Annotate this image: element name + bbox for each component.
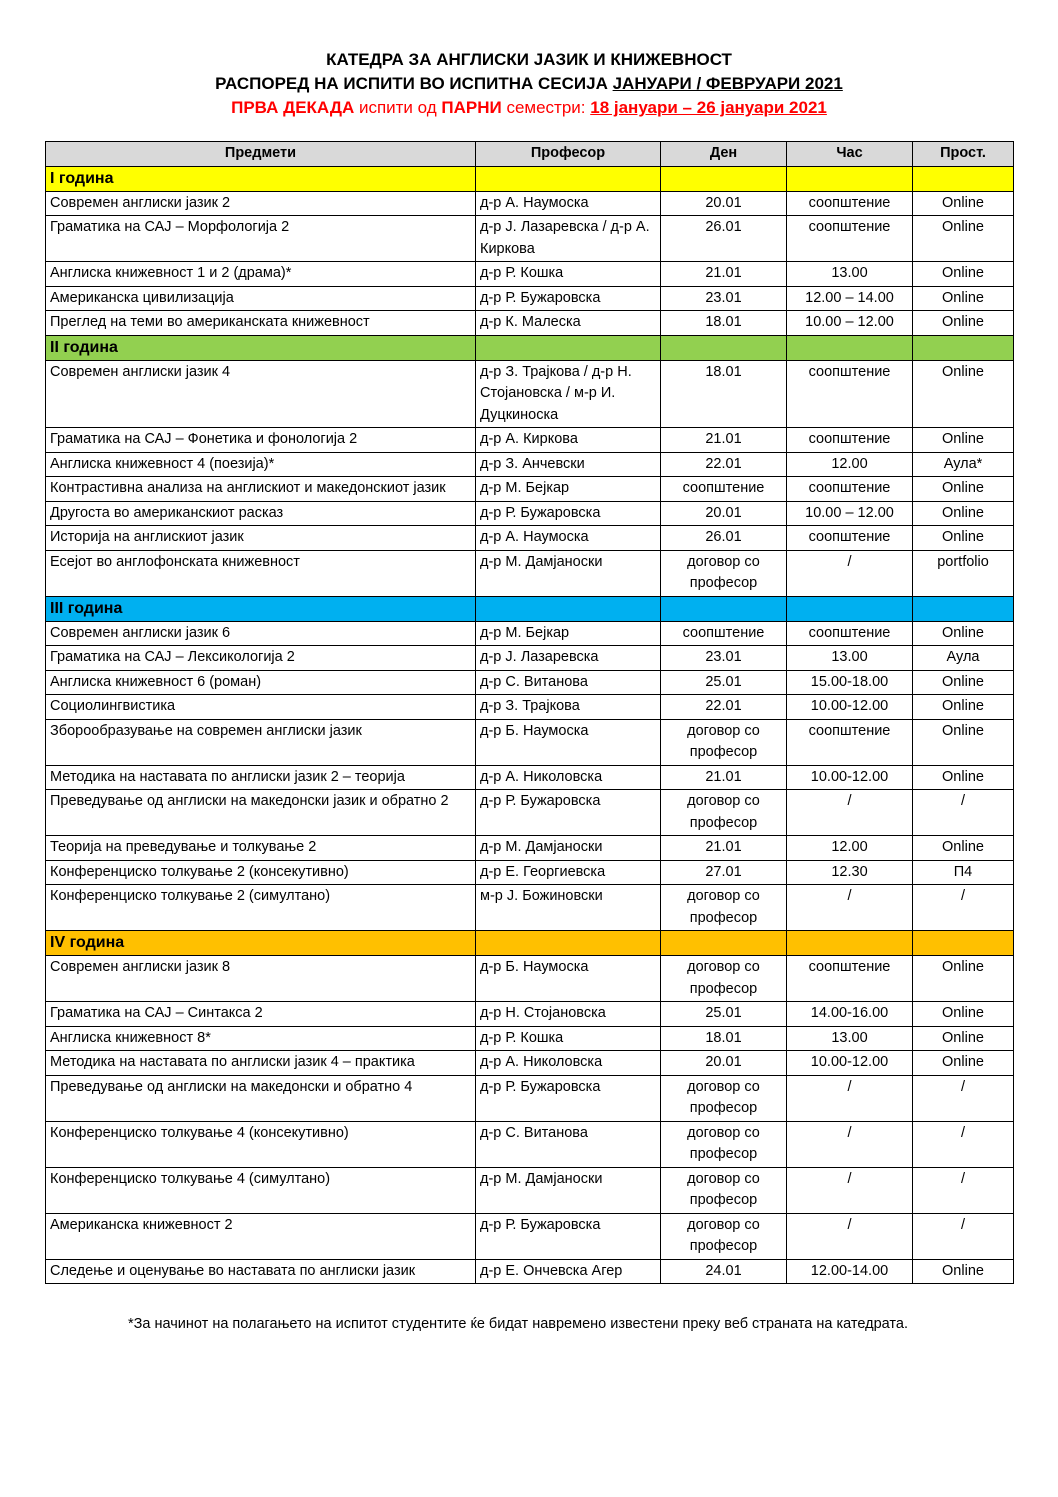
- table-row: [46, 1026, 1014, 1051]
- col-header-room: Прост.: [913, 142, 1014, 167]
- table-row: [46, 286, 1014, 311]
- cell-room: Online: [913, 956, 1014, 1002]
- cell-professor: д-р Р. Бужаровска: [476, 1075, 661, 1121]
- semester-type: ПАРНИ: [441, 98, 502, 117]
- cell-room: Online: [913, 477, 1014, 502]
- col-header-subject: Предмети: [46, 142, 476, 167]
- cell-room: Online: [913, 286, 1014, 311]
- cell-day: 22.01: [661, 452, 787, 477]
- cell-day: 25.01: [661, 1002, 787, 1027]
- table-row: [46, 956, 1014, 1002]
- cell-time: /: [787, 1121, 913, 1167]
- cell-subject: Современ англиски јазик 2: [46, 191, 476, 216]
- schedule-title: [0, 72, 1058, 96]
- table-row: [46, 860, 1014, 885]
- cell-subject: Историја на англискиот јазик: [46, 526, 476, 551]
- cell-day: 22.01: [661, 695, 787, 720]
- table-row: [46, 477, 1014, 502]
- cell-time: /: [787, 1213, 913, 1259]
- section-cell: [913, 166, 1014, 191]
- cell-room: Online: [913, 1026, 1014, 1051]
- cell-room: Online: [913, 719, 1014, 765]
- section-title: III година: [46, 596, 476, 621]
- table-row: [46, 1075, 1014, 1121]
- table-row: [46, 311, 1014, 336]
- cell-subject: Конференциско толкување 2 (симултано): [46, 885, 476, 931]
- col-header-professor: Професор: [476, 142, 661, 167]
- cell-room: Online: [913, 1051, 1014, 1076]
- cell-subject: Американска книжевност 2: [46, 1213, 476, 1259]
- cell-room: Online: [913, 1002, 1014, 1027]
- cell-subject: Конференциско толкување 2 (консекутивно): [46, 860, 476, 885]
- cell-room: Online: [913, 262, 1014, 287]
- section-cell: [661, 596, 787, 621]
- cell-time: 10.00-12.00: [787, 765, 913, 790]
- table-row: [46, 262, 1014, 287]
- section-cell: [476, 335, 661, 360]
- cell-room: Online: [913, 428, 1014, 453]
- cell-subject: Граматика на САЈ – Лексикологија 2: [46, 646, 476, 671]
- cell-day: договор со професор: [661, 1121, 787, 1167]
- table-row: [46, 621, 1014, 646]
- cell-day: 20.01: [661, 1051, 787, 1076]
- cell-room: Online: [913, 670, 1014, 695]
- cell-subject: Преведување од англиски на македонски и обратно 4: [46, 1075, 476, 1121]
- cell-professor: д-р А. Николовска: [476, 765, 661, 790]
- table-row: [46, 1002, 1014, 1027]
- cell-room: П4: [913, 860, 1014, 885]
- cell-time: 12.00 – 14.00: [787, 286, 913, 311]
- cell-room: Online: [913, 216, 1014, 262]
- document-header: [0, 48, 1058, 120]
- table-row: [46, 885, 1014, 931]
- cell-room: Аула: [913, 646, 1014, 671]
- cell-subject: Современ англиски јазик 4: [46, 360, 476, 428]
- section-title: II година: [46, 335, 476, 360]
- cell-subject: Англиска книжевност 8*: [46, 1026, 476, 1051]
- decade-text-2: семестри:: [501, 98, 591, 117]
- cell-day: договор со професор: [661, 550, 787, 596]
- cell-subject: Современ англиски јазик 6: [46, 621, 476, 646]
- cell-subject: Следење и оценување во наставата по англиски јазик: [46, 1259, 476, 1284]
- cell-room: portfolio: [913, 550, 1014, 596]
- cell-professor: м-р Ј. Божиновски: [476, 885, 661, 931]
- cell-professor: д-р Р. Бужаровска: [476, 1213, 661, 1259]
- cell-time: /: [787, 885, 913, 931]
- cell-subject: Англиска книжевност 6 (роман): [46, 670, 476, 695]
- cell-subject: Граматика на САЈ – Синтакса 2: [46, 1002, 476, 1027]
- table-row: [46, 836, 1014, 861]
- cell-time: соопштение: [787, 428, 913, 453]
- cell-room: Online: [913, 526, 1014, 551]
- cell-room: /: [913, 1121, 1014, 1167]
- cell-time: 15.00-18.00: [787, 670, 913, 695]
- cell-subject: Социолингвистика: [46, 695, 476, 720]
- cell-time: соопштение: [787, 477, 913, 502]
- cell-room: Online: [913, 765, 1014, 790]
- decade-line: [0, 96, 1058, 120]
- cell-professor: д-р М. Бејкар: [476, 477, 661, 502]
- cell-professor: д-р Р. Бужаровска: [476, 286, 661, 311]
- cell-time: соопштение: [787, 621, 913, 646]
- cell-day: 18.01: [661, 1026, 787, 1051]
- cell-professor: д-р Б. Наумоска: [476, 956, 661, 1002]
- cell-room: Online: [913, 360, 1014, 428]
- cell-room: /: [913, 1213, 1014, 1259]
- cell-time: соопштение: [787, 526, 913, 551]
- cell-time: /: [787, 550, 913, 596]
- cell-day: соопштение: [661, 477, 787, 502]
- section-row: [46, 931, 1014, 956]
- table-row: [46, 1167, 1014, 1213]
- cell-time: 10.00-12.00: [787, 1051, 913, 1076]
- cell-time: 14.00-16.00: [787, 1002, 913, 1027]
- cell-time: соопштение: [787, 956, 913, 1002]
- cell-room: /: [913, 1167, 1014, 1213]
- table-row: [46, 428, 1014, 453]
- cell-subject: Граматика на САЈ – Фонетика и фонологија 2: [46, 428, 476, 453]
- cell-professor: д-р Р. Кошка: [476, 262, 661, 287]
- cell-day: 21.01: [661, 262, 787, 287]
- cell-room: Аула*: [913, 452, 1014, 477]
- cell-time: 13.00: [787, 1026, 913, 1051]
- section-cell: [661, 335, 787, 360]
- cell-day: 23.01: [661, 286, 787, 311]
- cell-professor: д-р З. Трајкова: [476, 695, 661, 720]
- cell-professor: д-р А. Киркова: [476, 428, 661, 453]
- table-row: [46, 360, 1014, 428]
- cell-room: Online: [913, 621, 1014, 646]
- cell-subject: Есејот во англофонската книжевност: [46, 550, 476, 596]
- cell-subject: Преглед на теми во американската книжевност: [46, 311, 476, 336]
- table-row: [46, 790, 1014, 836]
- cell-time: соопштение: [787, 191, 913, 216]
- cell-room: Online: [913, 191, 1014, 216]
- cell-time: /: [787, 1167, 913, 1213]
- cell-professor: д-р С. Витанова: [476, 670, 661, 695]
- cell-subject: Англиска книжевност 1 и 2 (драма)*: [46, 262, 476, 287]
- cell-day: 18.01: [661, 360, 787, 428]
- cell-professor: д-р Р. Кошка: [476, 1026, 661, 1051]
- cell-professor: д-р К. Малеска: [476, 311, 661, 336]
- cell-day: 21.01: [661, 765, 787, 790]
- cell-professor: д-р Е. Георгиевска: [476, 860, 661, 885]
- table-row: [46, 1051, 1014, 1076]
- cell-room: Online: [913, 695, 1014, 720]
- cell-subject: Теорија на преведување и толкување 2: [46, 836, 476, 861]
- cell-time: соопштение: [787, 719, 913, 765]
- cell-professor: д-р А. Наумоска: [476, 526, 661, 551]
- section-cell: [913, 931, 1014, 956]
- cell-day: 26.01: [661, 216, 787, 262]
- cell-day: договор со професор: [661, 1167, 787, 1213]
- cell-day: 27.01: [661, 860, 787, 885]
- table-row: [46, 646, 1014, 671]
- table-row: [46, 191, 1014, 216]
- cell-professor: д-р Б. Наумоска: [476, 719, 661, 765]
- table-row: [46, 452, 1014, 477]
- cell-room: /: [913, 790, 1014, 836]
- cell-professor: д-р Ј. Лазаревска: [476, 646, 661, 671]
- table-row: [46, 765, 1014, 790]
- cell-professor: д-р М. Дамјаноски: [476, 836, 661, 861]
- section-cell: [661, 166, 787, 191]
- cell-time: соопштение: [787, 360, 913, 428]
- cell-subject: Другоста во американскиот расказ: [46, 501, 476, 526]
- section-row: [46, 166, 1014, 191]
- cell-day: договор со професор: [661, 1213, 787, 1259]
- section-row: [46, 596, 1014, 621]
- schedule-title-main: РАСПОРЕД НА ИСПИТИ ВО ИСПИТНА СЕСИЈА: [215, 74, 613, 93]
- cell-professor: д-р Н. Стојановска: [476, 1002, 661, 1027]
- cell-subject: Англиска книжевност 4 (поезија)*: [46, 452, 476, 477]
- cell-subject: Граматика на САЈ – Морфологија 2: [46, 216, 476, 262]
- cell-day: соопштение: [661, 621, 787, 646]
- cell-time: 13.00: [787, 262, 913, 287]
- cell-subject: Контрастивна анализа на англискиот и македонскиот јазик: [46, 477, 476, 502]
- cell-time: 12.00: [787, 452, 913, 477]
- section-cell: [913, 335, 1014, 360]
- cell-professor: д-р З. Анчевски: [476, 452, 661, 477]
- cell-professor: д-р А. Наумоска: [476, 191, 661, 216]
- table-header-row: [46, 142, 1014, 167]
- cell-day: 21.01: [661, 836, 787, 861]
- cell-room: Online: [913, 1259, 1014, 1284]
- cell-professor: д-р Р. Бужаровска: [476, 501, 661, 526]
- table-row: [46, 1121, 1014, 1167]
- table-row: [46, 501, 1014, 526]
- session-period: ЈАНУАРИ / ФЕВРУАРИ 2021: [612, 74, 843, 93]
- table-row: [46, 550, 1014, 596]
- cell-time: 12.00-14.00: [787, 1259, 913, 1284]
- cell-day: 23.01: [661, 646, 787, 671]
- section-cell: [787, 335, 913, 360]
- section-title: IV година: [46, 931, 476, 956]
- cell-subject: Методика на наставата по англиски јазик 4 – практика: [46, 1051, 476, 1076]
- cell-room: Online: [913, 311, 1014, 336]
- cell-subject: Американска цивилизација: [46, 286, 476, 311]
- cell-time: 12.00: [787, 836, 913, 861]
- cell-subject: Конференциско толкување 4 (консекутивно): [46, 1121, 476, 1167]
- section-cell: [787, 931, 913, 956]
- cell-day: 25.01: [661, 670, 787, 695]
- decade-dates: 18 јануари – 26 јануари 2021: [590, 98, 827, 117]
- section-cell: [661, 931, 787, 956]
- cell-time: 12.30: [787, 860, 913, 885]
- cell-professor: д-р М. Бејкар: [476, 621, 661, 646]
- cell-subject: Конференциско толкување 4 (симултано): [46, 1167, 476, 1213]
- cell-subject: Преведување од англиски на македонски јазик и обратно 2: [46, 790, 476, 836]
- decade-label: ПРВА ДЕКАДА: [231, 98, 355, 117]
- section-cell: [476, 596, 661, 621]
- table-body: [46, 166, 1014, 1284]
- cell-professor: д-р Р. Бужаровска: [476, 790, 661, 836]
- cell-day: 20.01: [661, 191, 787, 216]
- cell-professor: д-р Ј. Лазаревска / д-р А. Киркова: [476, 216, 661, 262]
- col-header-time: Час: [787, 142, 913, 167]
- cell-day: 26.01: [661, 526, 787, 551]
- cell-professor: д-р М. Дамјаноски: [476, 550, 661, 596]
- cell-time: /: [787, 1075, 913, 1121]
- cell-day: 20.01: [661, 501, 787, 526]
- cell-day: договор со професор: [661, 719, 787, 765]
- department-title: КАТЕДРА ЗА АНГЛИСКИ ЈАЗИК И КНИЖЕВНОСТ: [326, 50, 732, 69]
- section-title: I година: [46, 166, 476, 191]
- cell-day: 18.01: [661, 311, 787, 336]
- table-row: [46, 1259, 1014, 1284]
- cell-day: договор со професор: [661, 885, 787, 931]
- table-row: [46, 1213, 1014, 1259]
- cell-subject: Методика на наставата по англиски јазик 2 – теорија: [46, 765, 476, 790]
- cell-professor: д-р А. Николовска: [476, 1051, 661, 1076]
- section-cell: [787, 166, 913, 191]
- cell-time: 10.00 – 12.00: [787, 501, 913, 526]
- table-row: [46, 695, 1014, 720]
- section-cell: [476, 166, 661, 191]
- exam-schedule-table: [45, 141, 1014, 1284]
- table-row: [46, 670, 1014, 695]
- table-row: [46, 719, 1014, 765]
- cell-day: договор со професор: [661, 1075, 787, 1121]
- cell-subject: Современ англиски јазик 8: [46, 956, 476, 1002]
- cell-day: 21.01: [661, 428, 787, 453]
- cell-time: соопштение: [787, 216, 913, 262]
- cell-subject: Зборообразување на современ англиски јазик: [46, 719, 476, 765]
- section-row: [46, 335, 1014, 360]
- cell-time: /: [787, 790, 913, 836]
- cell-professor: д-р М. Дамјаноски: [476, 1167, 661, 1213]
- cell-professor: д-р С. Витанова: [476, 1121, 661, 1167]
- section-cell: [787, 596, 913, 621]
- table-row: [46, 526, 1014, 551]
- cell-day: договор со професор: [661, 790, 787, 836]
- cell-professor: д-р Е. Ончевска Агер: [476, 1259, 661, 1284]
- cell-room: /: [913, 885, 1014, 931]
- col-header-day: Ден: [661, 142, 787, 167]
- section-cell: [913, 596, 1014, 621]
- section-cell: [476, 931, 661, 956]
- cell-professor: д-р З. Трајкова / д-р Н. Стојановска / м-р И. Дуцкиноска: [476, 360, 661, 428]
- cell-room: Online: [913, 836, 1014, 861]
- table-row: [46, 216, 1014, 262]
- cell-time: 10.00 – 12.00: [787, 311, 913, 336]
- cell-day: 24.01: [661, 1259, 787, 1284]
- cell-time: 10.00-12.00: [787, 695, 913, 720]
- cell-time: 13.00: [787, 646, 913, 671]
- cell-room: /: [913, 1075, 1014, 1121]
- cell-room: Online: [913, 501, 1014, 526]
- cell-day: договор со професор: [661, 956, 787, 1002]
- footnote: *За начинот на полагањето на испитот студентите ќе бидат навремено известени преку веб страната на катедрата.: [128, 1316, 908, 1332]
- decade-text-1: испити од: [354, 98, 442, 117]
